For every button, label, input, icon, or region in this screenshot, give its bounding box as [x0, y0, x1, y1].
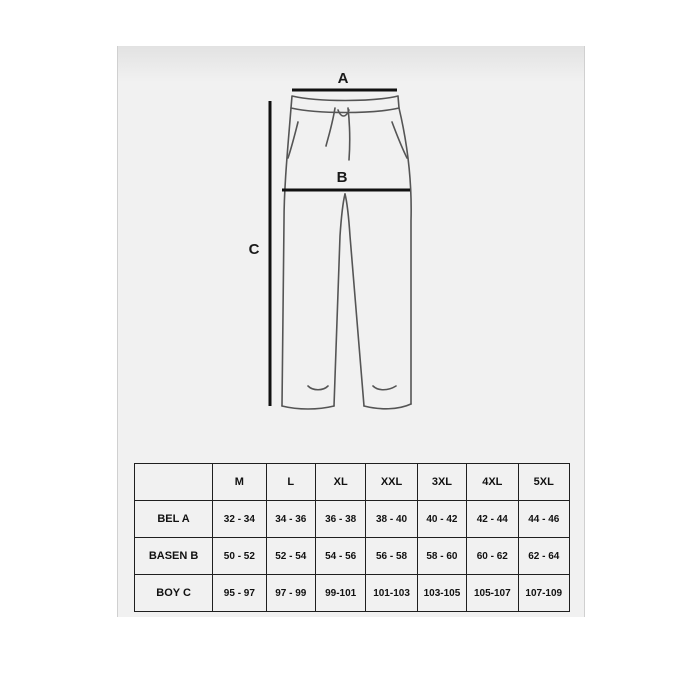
table-row-boy-c	[135, 575, 570, 612]
table-cell: 54 - 56	[315, 538, 365, 575]
table-cell: 38 - 40	[366, 501, 417, 538]
table-cell: 99-101	[315, 575, 365, 612]
header-empty-cell	[135, 464, 213, 501]
row-label: BEL A	[135, 501, 213, 538]
header-size-4xl: 4XL	[467, 464, 518, 501]
table-cell: 58 - 60	[417, 538, 466, 575]
table-cell: 32 - 34	[213, 501, 266, 538]
row-label: BOY C	[135, 575, 213, 612]
size-chart-card	[117, 46, 585, 617]
table-cell: 97 - 99	[266, 575, 315, 612]
table-cell: 62 - 64	[518, 538, 569, 575]
header-size-5xl: 5XL	[518, 464, 569, 501]
row-label: BASEN B	[135, 538, 213, 575]
header-size-xl: XL	[315, 464, 365, 501]
header-size-m: M	[213, 464, 266, 501]
label-c: C	[248, 241, 260, 258]
table-cell: 56 - 58	[366, 538, 417, 575]
table-cell: 95 - 97	[213, 575, 266, 612]
table-cell: 36 - 38	[315, 501, 365, 538]
pants-measurement-diagram	[118, 46, 584, 458]
pants-outline-icon	[282, 96, 411, 409]
table-cell: 101-103	[366, 575, 417, 612]
table-cell: 52 - 54	[266, 538, 315, 575]
table-cell: 44 - 46	[518, 501, 569, 538]
table-header-row	[135, 464, 570, 501]
table-cell: 42 - 44	[467, 501, 518, 538]
table-cell: 34 - 36	[266, 501, 315, 538]
table-cell: 103-105	[417, 575, 466, 612]
header-size-3xl: 3XL	[417, 464, 466, 501]
table-cell: 60 - 62	[467, 538, 518, 575]
table-cell: 40 - 42	[417, 501, 466, 538]
table-row-bel-a	[135, 501, 570, 538]
table-cell: 105-107	[467, 575, 518, 612]
label-b: B	[336, 169, 348, 186]
size-table	[134, 463, 570, 612]
header-size-xxl: XXL	[366, 464, 417, 501]
label-a: A	[337, 70, 349, 87]
header-size-l: L	[266, 464, 315, 501]
table-cell: 107-109	[518, 575, 569, 612]
table-row-basen-b	[135, 538, 570, 575]
table-cell: 50 - 52	[213, 538, 266, 575]
